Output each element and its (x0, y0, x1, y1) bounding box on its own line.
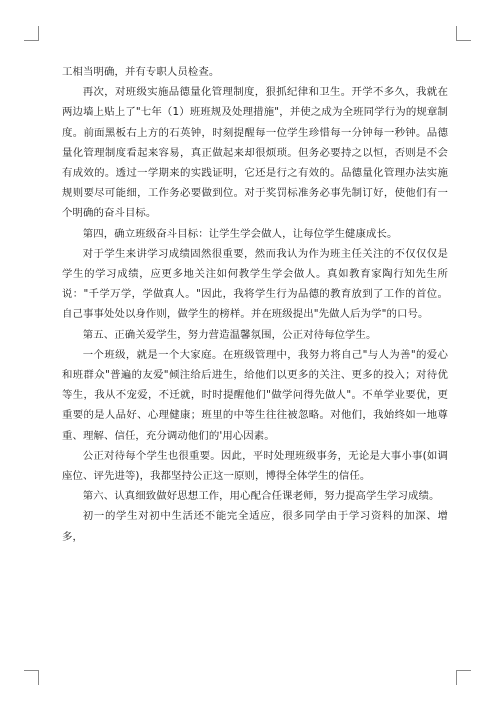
paragraph-7: 公正对待每个学生也很重要。因此，平时处理班级事务，无论是大事小事(如调座位、评先进等)，我都坚持公正这一原则，博得全体学生的信任。 (62, 449, 448, 483)
document-body (62, 62, 448, 547)
paragraph-5-heading: 第五、正确关爱学生，努力营造温馨氛围，公正对待每位学生。 (82, 328, 377, 341)
paragraph-9: 初一的学生对初中生活还不能完全适应，很多同学由于学习资料的加深、增多， (62, 510, 448, 543)
paragraph-1: 工相当明确，并有专职人员检查。 (62, 66, 220, 78)
crop-mark-top-right (456, 26, 471, 41)
paragraph-3-heading: 第四，确立班级奋斗目标：让学生学会做人，让每位学生健康成长。 (82, 227, 398, 240)
paragraph-8-heading: 第六、认真细致做好思想工作，用心配合任课老师，努力提高学生学习成绩。 (82, 490, 440, 503)
paragraph-2: 再次，对班级实施品德量化管理制度，狠抓纪律和卫生。开学不多久，我就在两边墙上贴上了"七年（1）班班规及处理措施"，并使之成为全班同学行为的规章制度。前面黑板右上方的石英钟，时刻提醒每一位学生珍惜每一分钟每一秒钟。品德量化管理制度看起来容易，真正做起来却很烦琐。但务必要持之以恒，否则是不会有成效的。透过一学期来的实践证明，它还是行之有效的。品德量化管理办法实施规则要尽可能细，工作务必要做到位。对于奖罚标准务必事先制订好，使他们有一个明确的奋斗目标。 (62, 86, 448, 220)
crop-mark-top-left (24, 26, 39, 41)
paragraph-6: 一个班级，就是一个大家庭。在班级管理中，我努力将自己"与人为善"的爱心和班群众"普遍的友爱"倾注给后进生，给他们以更多的关注、更多的投入；对待优等生，我从不宠爱，不迁就，时时提醒他们"做学问得先做人"。不单学业要优，更重要的是人品好、心理健康；班里的中等生往往被忽略。对他们，我始终如一地尊重、理解、信任，充分调动他们的'用心因素。 (62, 348, 448, 442)
paragraph-4: 对于学生来讲学习成绩固然很重要，然而我认为作为班主任关注的不仅仅仅是学生的学习成绩，应更多地关注如何教学生学会做人。真如教育家陶行知先生所说："千学万学，学做真人。"因此，我将学生行为品德的教育放到了工作的首位。自己事事处处以身作则，做学生的榜样。并在班级提出"先做人后为学"的口号。 (62, 247, 448, 321)
crop-mark-bottom-right (456, 670, 471, 685)
crop-mark-bottom-left (24, 670, 39, 685)
